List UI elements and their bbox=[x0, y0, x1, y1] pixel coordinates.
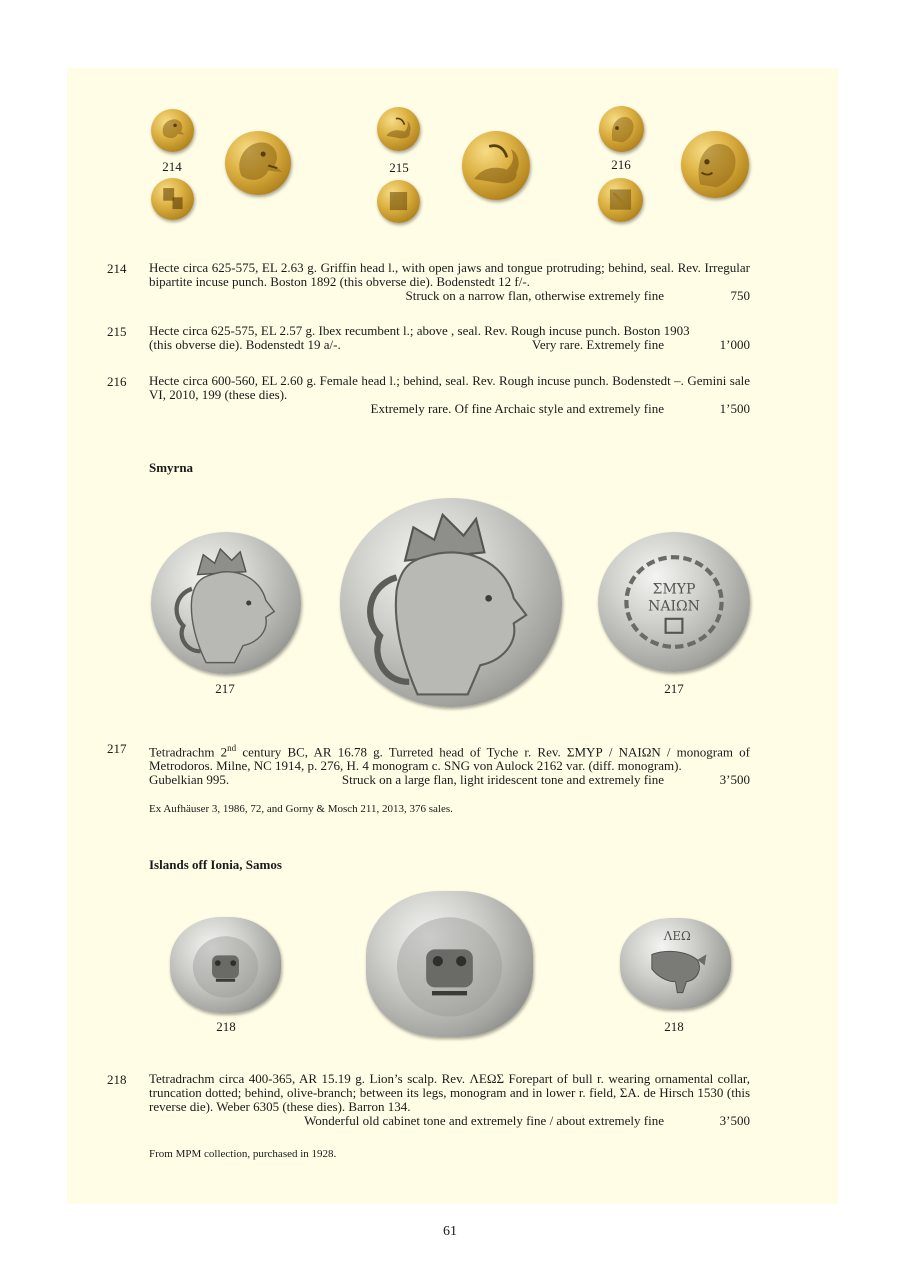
provenance-note-218: From MPM collection, purchased in 1928. bbox=[149, 1148, 337, 1160]
inscription-smyrna-1: ΣΜΥΡ bbox=[652, 581, 696, 598]
lot-number-215: 215 bbox=[107, 324, 127, 339]
lot-description-216 bbox=[149, 374, 750, 416]
lot-description-215 bbox=[149, 324, 750, 352]
coin-label-217-obverse: 217 bbox=[215, 681, 235, 696]
page-number: 61 bbox=[443, 1224, 457, 1239]
lot-number-217: 217 bbox=[107, 741, 127, 756]
lot-description-text: Hecte circa 625-575, EL 2.57 g. Ibex recumbent l.; above , seal. Rev. Rough incuse punch. Boston 1903 bbox=[149, 323, 690, 338]
lot-description-text: Hecte circa 625-575, EL 2.63 g. Griffin head l., with open jaws and tongue protruding; behind, seal. Rev. Irregular bipartite incuse punch. Boston 1892 (this obverse die). Bodenstedt 12 f/-. bbox=[149, 260, 750, 289]
coin-217-obverse-small bbox=[151, 532, 301, 674]
lot-description-218 bbox=[149, 1072, 750, 1128]
lot-price: 1’000 bbox=[719, 337, 750, 352]
coin-label-216: 216 bbox=[611, 157, 631, 172]
ordinal-suffix: nd bbox=[227, 743, 237, 753]
lot-description-text: Tetradrachm circa 400-365, AR 15.19 g. Lion’s scalp. Rev. ΛΕΩΣ Forepart of bull r. wearing ornamental collar, truncation dotted; behind, olive-branch; between its legs, monogram and in lower r. field, ΣΑ. de Hirsch 1530 (this reverse die). Weber 6305 (these dies). Barron 134. bbox=[149, 1071, 750, 1114]
lot-number-218: 218 bbox=[107, 1072, 127, 1087]
lot-condition: Extremely rare. Of fine Archaic style and extremely fine bbox=[370, 401, 664, 416]
lot-condition: Wonderful old cabinet tone and extremely fine / about extremely fine bbox=[304, 1113, 664, 1128]
lot-condition-line bbox=[149, 1114, 750, 1128]
lot-description-text: Hecte circa 600-560, EL 2.60 g. Female head l.; behind, seal. Rev. Rough incuse punch. Bodenstedt –. Gemini sale VI, 2010, 199 (these dies). bbox=[149, 373, 750, 402]
lot-number-216: 216 bbox=[107, 374, 127, 389]
coin-217-obverse-large bbox=[340, 498, 562, 707]
lot-price: 3’500 bbox=[719, 1113, 750, 1128]
coin-214-obverse-large bbox=[225, 131, 291, 195]
lot-number-214: 214 bbox=[107, 261, 127, 276]
coin-216-reverse-small bbox=[598, 178, 643, 222]
coin-218-reverse bbox=[620, 918, 731, 1009]
lot-condition-line bbox=[149, 773, 750, 787]
coin-label-214: 214 bbox=[162, 159, 182, 174]
lot-description-217 bbox=[149, 741, 750, 787]
inscription-samos: ΛΕΩ bbox=[663, 928, 691, 943]
coin-214-reverse-small bbox=[151, 178, 194, 220]
provenance-note-217: Ex Aufhäuser 3, 1986, 72, and Gorny & Mosch 211, 2013, 376 sales. bbox=[149, 803, 453, 815]
coin-label-218-reverse: 218 bbox=[664, 1019, 684, 1034]
coin-217-reverse bbox=[598, 532, 750, 672]
coin-label-215: 215 bbox=[389, 160, 409, 175]
coin-215-reverse-small bbox=[377, 180, 420, 223]
coin-214-obverse-small bbox=[151, 109, 194, 152]
lot-description-tail: (this obverse die). Bodenstedt 19 a/-. bbox=[149, 337, 341, 352]
coin-label-217-reverse: 217 bbox=[664, 681, 684, 696]
inscription-smyrna-2: ΝΑΙΩΝ bbox=[648, 598, 700, 615]
lot-description-rest: century BC, AR 16.78 g. Turreted head of Tyche r. Rev. ΣΜΥΡ / ΝΑΙΩΝ / monogram of Metrodoros. Milne, NC 1914, p. 276, H. 4 monogram c. SNG von Aulock 2162 var. (diff. monogram). bbox=[149, 744, 750, 774]
coin-label-218-obverse: 218 bbox=[216, 1019, 236, 1034]
coin-216-obverse-small bbox=[599, 106, 644, 152]
lot-denomination: Tetradrachm 2 bbox=[149, 744, 228, 760]
lot-condition: Struck on a large flan, light iridescent tone and extremely fine bbox=[341, 772, 664, 788]
coin-218-obverse-large bbox=[366, 891, 533, 1037]
lot-price: 750 bbox=[730, 288, 750, 303]
lot-description-214 bbox=[149, 261, 750, 303]
lot-description-tail: Gubelkian 995. bbox=[149, 772, 230, 788]
lot-description-text bbox=[149, 741, 750, 773]
lot-condition-line bbox=[149, 289, 750, 303]
section-heading-smyrna: Smyrna bbox=[149, 460, 194, 475]
lot-condition: Struck on a narrow flan, otherwise extremely fine bbox=[405, 288, 664, 303]
coin-215-obverse-small bbox=[377, 107, 420, 151]
coin-218-obverse-small bbox=[170, 917, 281, 1013]
section-heading-samos: Islands off Ionia, Samos bbox=[149, 857, 282, 872]
lot-price: 3’500 bbox=[719, 772, 750, 788]
lot-condition-line bbox=[149, 338, 750, 352]
lot-condition-line bbox=[149, 402, 750, 416]
lot-price: 1’500 bbox=[719, 401, 750, 416]
coin-215-obverse-large bbox=[462, 131, 530, 200]
coin-216-obverse-large bbox=[681, 131, 749, 198]
lot-condition: Very rare. Extremely fine bbox=[531, 337, 664, 352]
